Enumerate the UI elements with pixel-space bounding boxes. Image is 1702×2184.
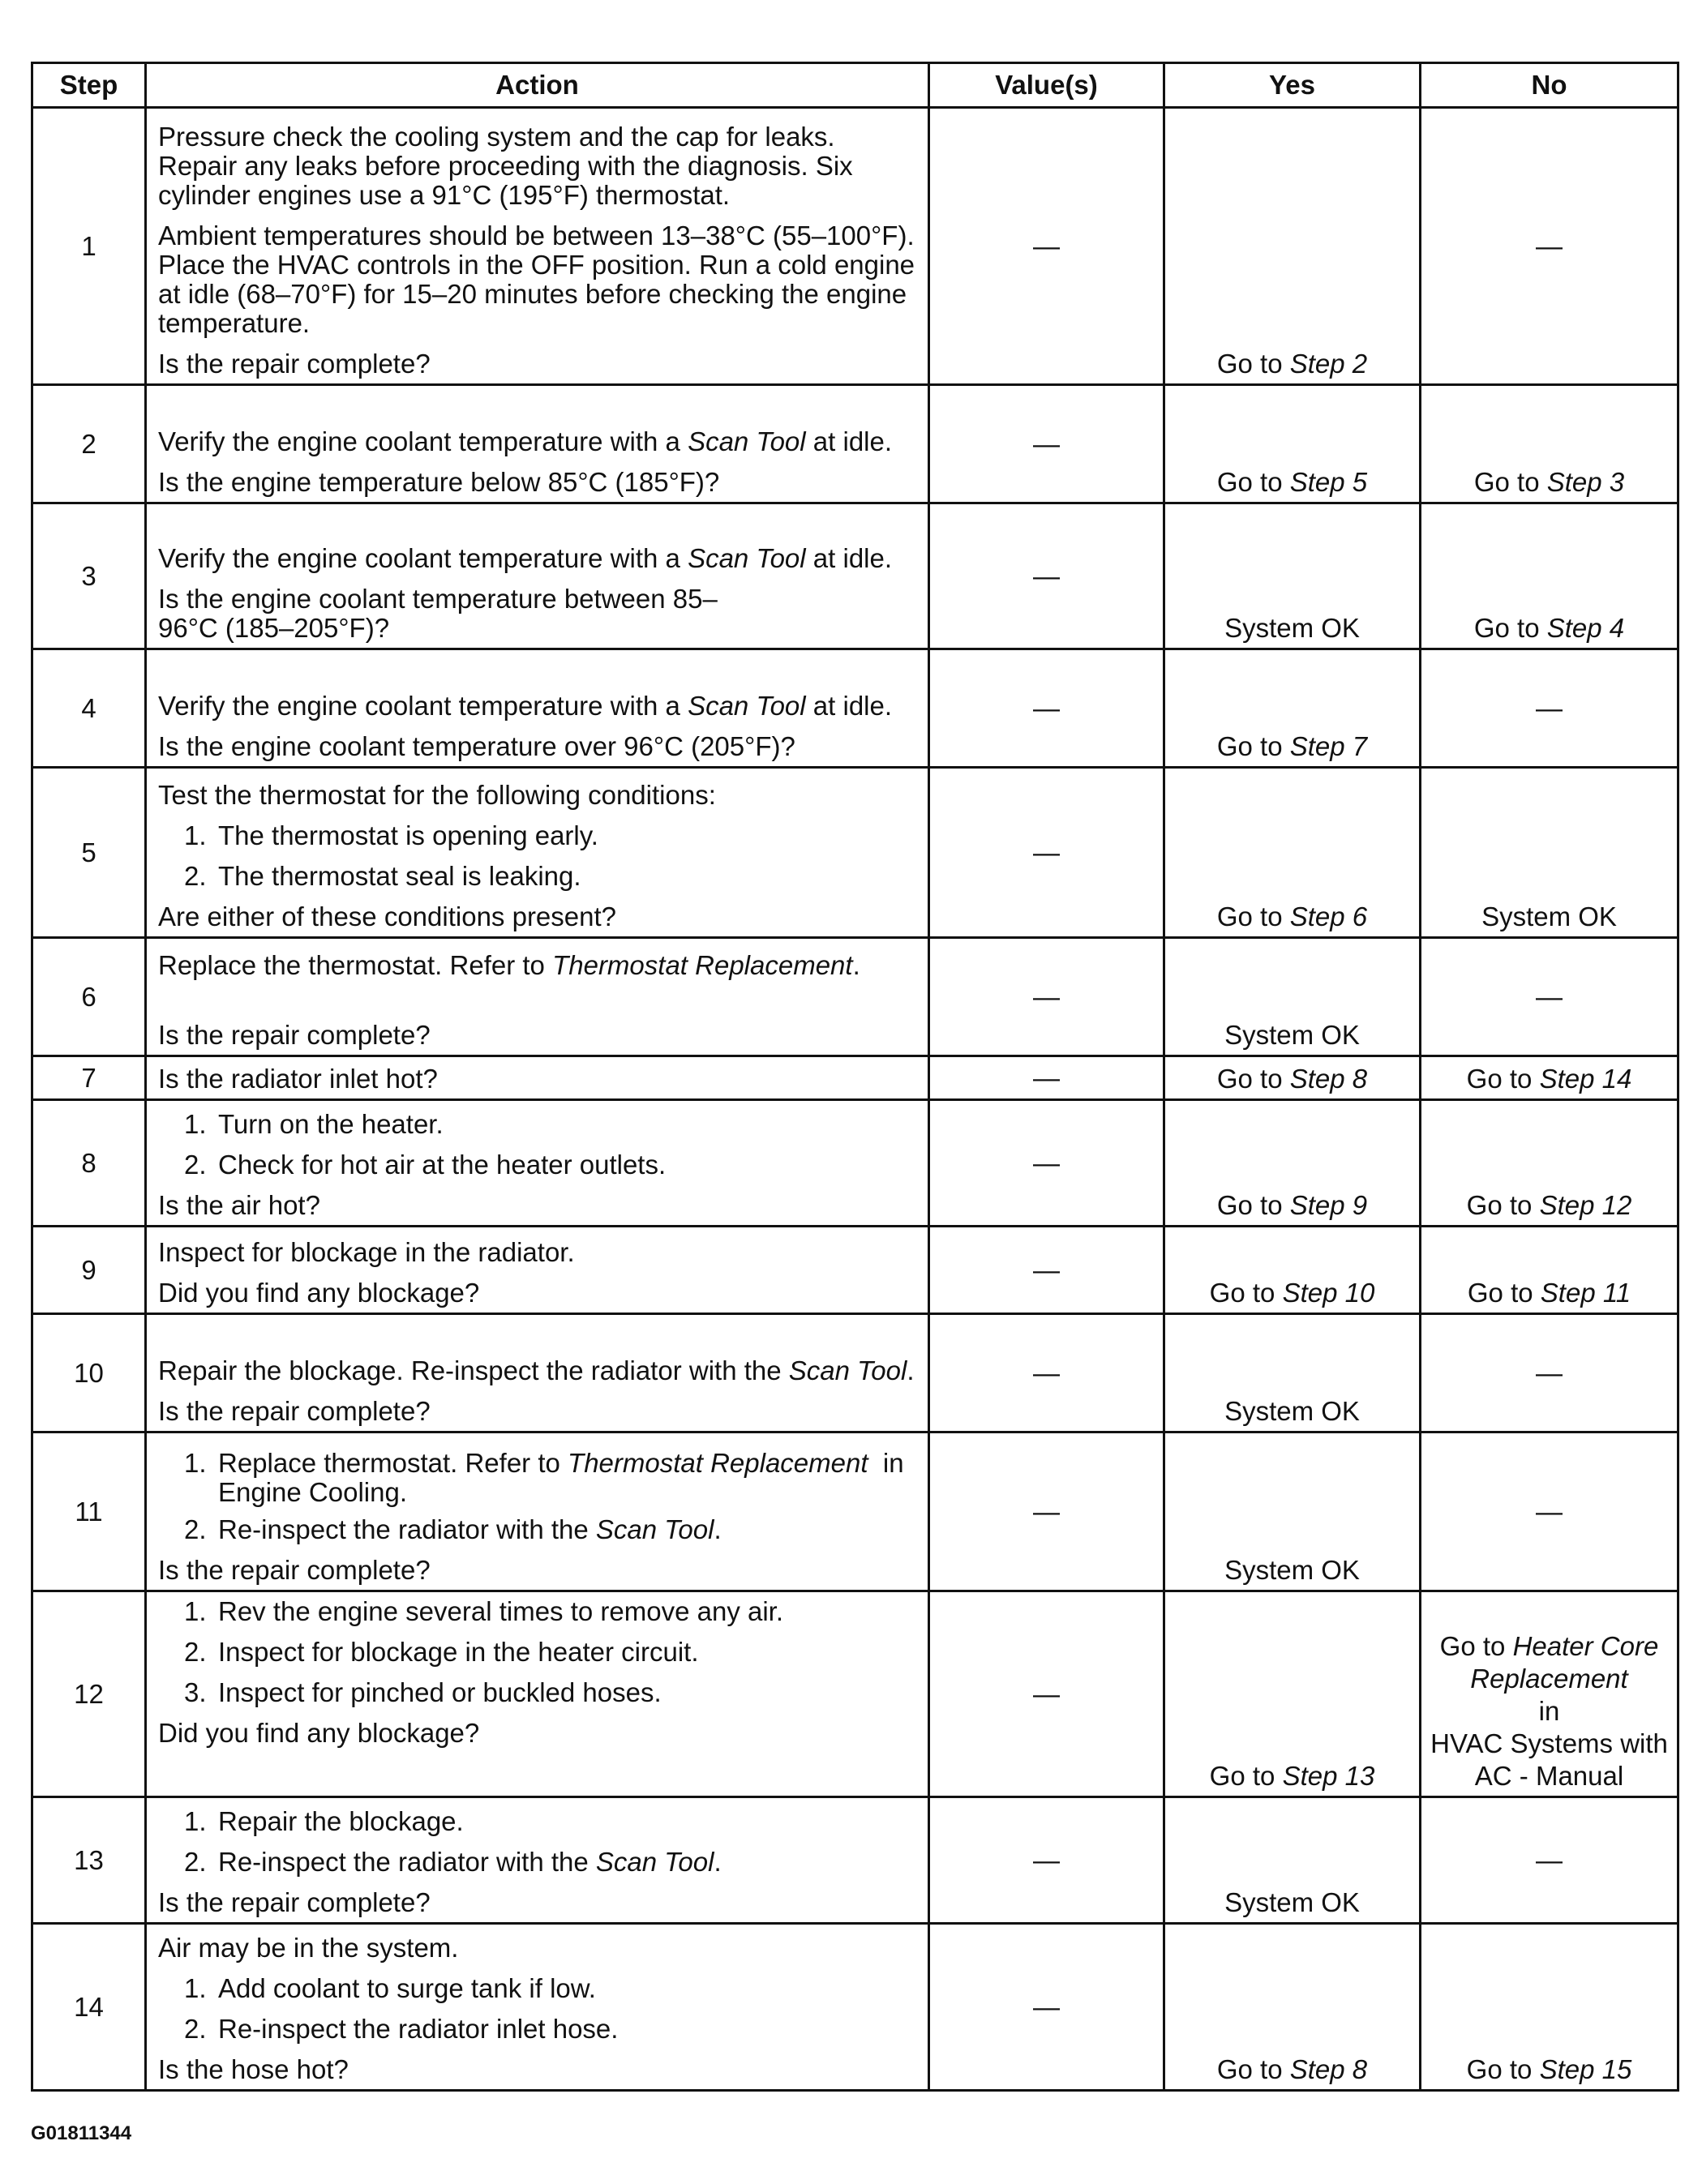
value-cell: — xyxy=(929,768,1164,938)
action-question: Is the hose hot? xyxy=(158,2054,349,2084)
step-number: 11 xyxy=(32,1432,146,1591)
table-row xyxy=(32,503,1678,649)
no-prefix: Go to xyxy=(1466,1064,1540,1094)
no-cell: System OK xyxy=(1421,768,1678,938)
action-text-emphasis: Scan Tool xyxy=(688,426,806,456)
action-text-part: Repair the blockage. Re-inspect the radiator with the xyxy=(158,1355,789,1385)
value-cell: — xyxy=(929,1591,1164,1797)
value-cell: — xyxy=(929,108,1164,385)
yes-step-link: Step 9 xyxy=(1289,1190,1368,1220)
list-item-text-part: Re-inspect the radiator with the xyxy=(218,1514,596,1544)
yes-prefix: Go to xyxy=(1216,349,1290,379)
action-text xyxy=(158,544,916,573)
action-question: Is the air hot? xyxy=(158,1190,320,1220)
action-text: Ambient temperatures should be between 13–38°C (55–100°F). Place the HVAC controls in the OFF position. Run a cold engine at idle (68–70°F) for 15–20 minutes before checking the engine temperature. xyxy=(158,221,915,338)
yes-step-link: Step 10 xyxy=(1282,1278,1375,1308)
action-cell xyxy=(146,1797,929,1924)
value-cell: — xyxy=(929,1924,1164,2091)
action-text-part: . xyxy=(907,1355,915,1385)
value-cell: — xyxy=(929,1797,1164,1924)
list-item xyxy=(158,2015,916,2044)
step-number: 7 xyxy=(32,1056,146,1100)
action-text-part: Verify the engine coolant temperature with a xyxy=(158,426,688,456)
action-text xyxy=(158,951,924,980)
list-item xyxy=(158,1678,916,1707)
step-number: 6 xyxy=(32,938,146,1056)
table-row xyxy=(32,938,1678,1056)
table-row xyxy=(32,108,1678,385)
header-no: No xyxy=(1421,63,1678,108)
yes-cell xyxy=(1164,108,1421,385)
no-cell: — xyxy=(1421,938,1678,1056)
yes-prefix: Go to xyxy=(1209,1278,1283,1308)
list-item-text: Repair the blockage. xyxy=(218,1806,464,1836)
yes-cell xyxy=(1164,768,1421,938)
no-prefix: Go to xyxy=(1439,1631,1513,1661)
list-number: 2. xyxy=(184,2014,207,2044)
list-item-text: The thermostat is opening early. xyxy=(218,820,598,850)
table-row xyxy=(32,1314,1678,1432)
step-number: 14 xyxy=(32,1924,146,2091)
table-row xyxy=(32,1056,1678,1100)
no-step-link: Step 3 xyxy=(1546,467,1625,497)
list-number: 2. xyxy=(184,861,207,891)
list-item xyxy=(158,1515,916,1544)
action-text xyxy=(158,692,916,721)
list-item-emphasis: Scan Tool xyxy=(595,1847,714,1877)
action-text: Pressure check the cooling system and the cap for leaks. Repair any leaks before proceeding with the diagnosis. Six cylinder engines use a 91°C (195°F) thermostat. xyxy=(158,122,853,210)
action-cell xyxy=(146,1591,929,1797)
action-question: Did you find any blockage? xyxy=(158,1718,480,1748)
step-number: 1 xyxy=(32,108,146,385)
no-reference-link: Heater Core Replacement xyxy=(1470,1631,1659,1694)
step-number: 8 xyxy=(32,1100,146,1227)
yes-cell xyxy=(1164,1227,1421,1314)
list-item xyxy=(158,1848,916,1877)
action-cell xyxy=(146,1100,929,1227)
table-row xyxy=(32,1924,1678,2091)
no-prefix: Go to xyxy=(1473,467,1547,497)
list-number: 2. xyxy=(184,1514,207,1544)
no-cell: — xyxy=(1421,649,1678,768)
list-item-text: The thermostat seal is leaking. xyxy=(218,861,581,891)
list-item-text: Rev the engine several times to remove any air. xyxy=(218,1596,784,1626)
yes-cell: System OK xyxy=(1164,938,1421,1056)
action-cell xyxy=(146,1432,929,1591)
action-question: Is the engine coolant temperature between 85–96°C (185–205°F)? xyxy=(158,584,718,643)
list-number: 2. xyxy=(184,1637,207,1667)
table-row xyxy=(32,1100,1678,1227)
action-text-part: Verify the engine coolant temperature with a xyxy=(158,543,688,573)
header-yes: Yes xyxy=(1164,63,1421,108)
action-text-part: Verify the engine coolant temperature with a xyxy=(158,691,688,721)
table-row xyxy=(32,385,1678,503)
no-cell xyxy=(1421,1591,1678,1797)
no-step-link: Step 12 xyxy=(1539,1190,1632,1220)
action-cell xyxy=(146,503,929,649)
no-step-link: Step 15 xyxy=(1539,2054,1632,2084)
list-item xyxy=(158,1449,916,1507)
yes-cell: System OK xyxy=(1164,1314,1421,1432)
yes-step-link: Step 8 xyxy=(1289,2054,1368,2084)
value-cell: — xyxy=(929,938,1164,1056)
no-prefix: Go to xyxy=(1473,613,1547,643)
step-number: 3 xyxy=(32,503,146,649)
action-text-emphasis: Scan Tool xyxy=(788,1355,907,1385)
list-item-text-part: Re-inspect the radiator with the xyxy=(218,1847,596,1877)
table-row xyxy=(32,1432,1678,1591)
action-text-part: . xyxy=(852,950,860,980)
yes-cell: System OK xyxy=(1164,503,1421,649)
action-text xyxy=(158,427,916,456)
step-number: 10 xyxy=(32,1314,146,1432)
list-item-text xyxy=(218,1515,910,1544)
table-header-row xyxy=(32,63,1678,108)
yes-step-link: Step 13 xyxy=(1282,1761,1375,1791)
list-number: 2. xyxy=(184,1150,207,1180)
list-item-text-part: . xyxy=(714,1847,722,1877)
action-cell xyxy=(146,649,929,768)
yes-prefix: Go to xyxy=(1216,731,1290,761)
no-cell: — xyxy=(1421,1314,1678,1432)
yes-prefix: Go to xyxy=(1216,901,1290,931)
no-cell xyxy=(1421,1924,1678,2091)
list-item xyxy=(158,862,916,891)
list-item-text xyxy=(218,1848,910,1877)
list-item xyxy=(158,821,916,850)
yes-prefix: Go to xyxy=(1216,1064,1290,1094)
list-item xyxy=(158,1150,916,1180)
list-item xyxy=(158,1974,916,2003)
no-cell xyxy=(1421,1100,1678,1227)
list-item-text-part: . xyxy=(714,1514,722,1544)
action-text-part: at idle. xyxy=(805,543,893,573)
list-item xyxy=(158,1638,916,1667)
action-question: Is the repair complete? xyxy=(158,1555,431,1585)
no-cell xyxy=(1421,385,1678,503)
step-number: 13 xyxy=(32,1797,146,1924)
action-question: Is the repair complete? xyxy=(158,1887,431,1917)
no-prefix: Go to xyxy=(1467,1278,1541,1308)
value-cell: — xyxy=(929,503,1164,649)
list-item-text: Re-inspect the radiator inlet hose. xyxy=(218,2014,619,2044)
step-number: 2 xyxy=(32,385,146,503)
action-text: Inspect for blockage in the radiator. xyxy=(158,1237,575,1267)
action-cell xyxy=(146,385,929,503)
list-number: 1. xyxy=(184,1448,207,1478)
no-cell: — xyxy=(1421,1432,1678,1591)
action-question: Is the engine temperature below 85°C (185°F)? xyxy=(158,467,720,497)
list-item-text: Inspect for blockage in the heater circuit. xyxy=(218,1637,699,1667)
action-cell xyxy=(146,1056,929,1100)
action-question: Is the radiator inlet hot? xyxy=(158,1064,438,1094)
step-number: 12 xyxy=(32,1591,146,1797)
action-cell xyxy=(146,938,929,1056)
yes-cell xyxy=(1164,1100,1421,1227)
diagnostic-table-page xyxy=(31,62,1677,2092)
list-item-text: Add coolant to surge tank if low. xyxy=(218,1973,596,2003)
no-text: HVAC Systems with AC - Manual xyxy=(1430,1728,1668,1791)
list-item-emphasis: Scan Tool xyxy=(595,1514,714,1544)
action-text: Air may be in the system. xyxy=(158,1933,459,1963)
yes-cell: System OK xyxy=(1164,1797,1421,1924)
yes-prefix: Go to xyxy=(1216,467,1290,497)
value-cell: — xyxy=(929,1227,1164,1314)
value-cell: — xyxy=(929,1056,1164,1100)
list-item-text-part: Replace thermostat. Refer to xyxy=(218,1448,568,1478)
no-text: in xyxy=(1538,1696,1560,1726)
yes-cell xyxy=(1164,1591,1421,1797)
action-cell xyxy=(146,1314,929,1432)
list-item-text-part: in Engine Cooling. xyxy=(218,1448,911,1507)
action-question: Did you find any blockage? xyxy=(158,1278,480,1308)
action-text-emphasis: Scan Tool xyxy=(688,691,806,721)
header-action: Action xyxy=(146,63,929,108)
list-number: 1. xyxy=(184,1109,207,1139)
no-prefix: Go to xyxy=(1466,1190,1540,1220)
action-question: Is the engine coolant temperature over 96°C (205°F)? xyxy=(158,731,795,761)
list-item-text: Inspect for pinched or buckled hoses. xyxy=(218,1677,662,1707)
no-cell xyxy=(1421,1227,1678,1314)
header-values: Value(s) xyxy=(929,63,1164,108)
yes-step-link: Step 2 xyxy=(1289,349,1368,379)
value-cell: — xyxy=(929,1432,1164,1591)
no-cell: — xyxy=(1421,1797,1678,1924)
step-number: 9 xyxy=(32,1227,146,1314)
list-item xyxy=(158,1110,916,1139)
list-item-text xyxy=(218,1449,910,1507)
action-question: Are either of these conditions present? xyxy=(158,901,617,931)
table-row xyxy=(32,649,1678,768)
yes-step-link: Step 7 xyxy=(1289,731,1368,761)
action-cell xyxy=(146,768,929,938)
table-row xyxy=(32,768,1678,938)
list-item xyxy=(158,1597,916,1626)
list-item xyxy=(158,1807,916,1836)
yes-prefix: Go to xyxy=(1209,1761,1283,1791)
list-number: 1. xyxy=(184,820,207,850)
action-question: Is the repair complete? xyxy=(158,1020,431,1050)
list-number: 1. xyxy=(184,1596,207,1626)
no-cell xyxy=(1421,503,1678,649)
action-text-part: at idle. xyxy=(805,691,893,721)
yes-prefix: Go to xyxy=(1216,2054,1290,2084)
action-text: Test the thermostat for the following conditions: xyxy=(158,780,716,810)
yes-cell xyxy=(1164,649,1421,768)
step-number: 4 xyxy=(32,649,146,768)
value-cell: — xyxy=(929,385,1164,503)
no-step-link: Step 4 xyxy=(1546,613,1625,643)
value-cell: — xyxy=(929,1314,1164,1432)
action-text-emphasis: Thermostat Replacement xyxy=(552,950,853,980)
yes-step-link: Step 5 xyxy=(1289,467,1368,497)
yes-cell: System OK xyxy=(1164,1432,1421,1591)
list-number: 1. xyxy=(184,1806,207,1836)
action-text-part: Replace the thermostat. Refer to xyxy=(158,950,553,980)
yes-prefix: Go to xyxy=(1216,1190,1290,1220)
list-item-text: Check for hot air at the heater outlets. xyxy=(218,1150,667,1180)
list-number: 3. xyxy=(184,1677,207,1707)
yes-cell xyxy=(1164,1924,1421,2091)
table-row xyxy=(32,1227,1678,1314)
yes-cell xyxy=(1164,385,1421,503)
list-item-emphasis: Thermostat Replacement xyxy=(568,1448,868,1478)
list-number: 1. xyxy=(184,1973,207,2003)
yes-step-link: Step 6 xyxy=(1289,901,1368,931)
action-text-emphasis: Scan Tool xyxy=(688,543,806,573)
diagnostic-table xyxy=(31,62,1679,2092)
value-cell: — xyxy=(929,649,1164,768)
action-cell xyxy=(146,108,929,385)
action-text-part: at idle. xyxy=(805,426,893,456)
action-cell xyxy=(146,1227,929,1314)
action-question: Is the repair complete? xyxy=(158,1396,431,1426)
action-text xyxy=(158,1356,916,1385)
step-number: 5 xyxy=(32,768,146,938)
yes-step-link: Step 8 xyxy=(1289,1064,1368,1094)
action-cell xyxy=(146,1924,929,2091)
figure-id: G01811344 xyxy=(31,2122,132,2144)
table-row xyxy=(32,1797,1678,1924)
no-step-link: Step 11 xyxy=(1540,1278,1631,1308)
no-cell xyxy=(1421,1056,1678,1100)
no-step-link: Step 14 xyxy=(1539,1064,1632,1094)
action-question: Is the repair complete? xyxy=(158,349,431,379)
no-prefix: Go to xyxy=(1466,2054,1540,2084)
list-item-text: Turn on the heater. xyxy=(218,1109,444,1139)
value-cell: — xyxy=(929,1100,1164,1227)
table-row xyxy=(32,1591,1678,1797)
yes-cell xyxy=(1164,1056,1421,1100)
list-number: 2. xyxy=(184,1847,207,1877)
no-cell: — xyxy=(1421,108,1678,385)
header-step: Step xyxy=(32,63,146,108)
